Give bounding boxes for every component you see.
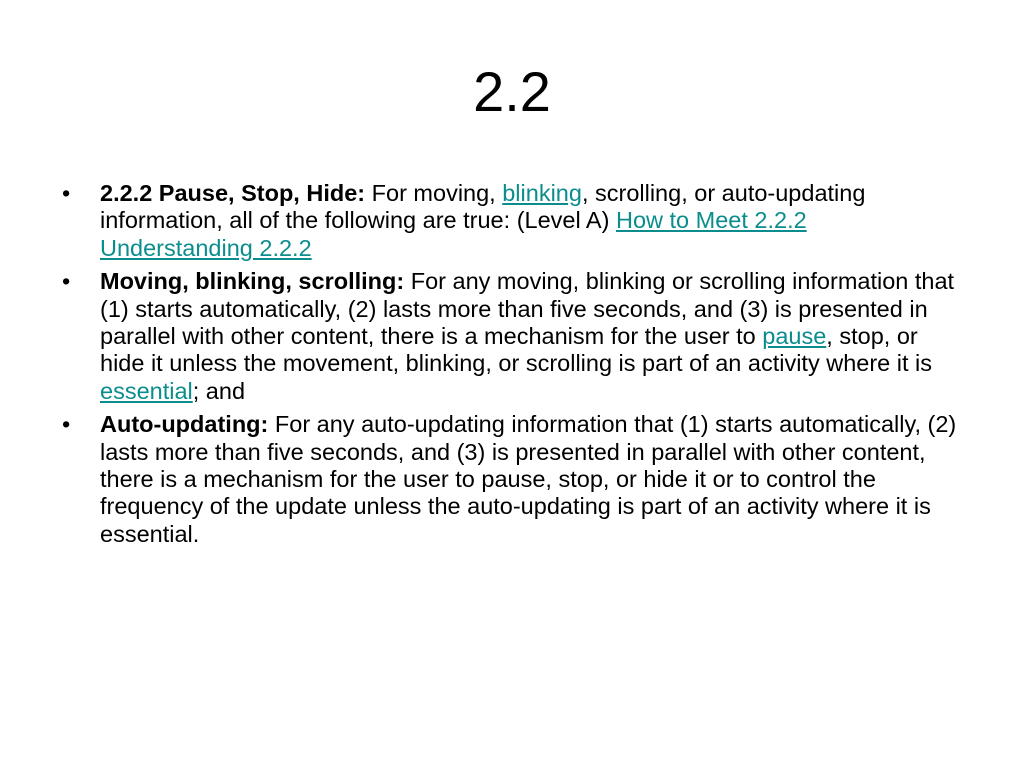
bullet-text: ; and <box>192 377 246 404</box>
bullet-lead: Moving, blinking, scrolling: <box>100 268 405 295</box>
essential-link[interactable]: essential <box>100 377 193 404</box>
bullet-icon: • <box>62 180 71 206</box>
bullet-item-pause-stop-hide <box>62 180 962 262</box>
bullet-text: , stop, or hide it unless the movement, blinking, or scrolling is part of an activity where it is <box>100 323 933 377</box>
slide-title: 2.2 <box>473 60 551 123</box>
bullet-text: For moving, <box>365 180 503 206</box>
how-to-meet-link[interactable]: How to Meet 2.2.2 <box>615 207 807 234</box>
bullet-item-moving-blinking-scrolling <box>62 268 962 405</box>
bullet-item-auto-updating <box>62 411 962 548</box>
bullet-lead: 2.2.2 Pause, Stop, Hide: <box>100 180 366 206</box>
understanding-link[interactable]: Understanding 2.2.2 <box>100 234 312 261</box>
blinking-link[interactable]: blinking <box>502 180 582 206</box>
bullet-text: For any moving, blinking or scrolling information that (1) starts automatically, (2) lasts more than five seconds, and (3) is presented in parallel with other content, there is a mechanism for the user to <box>100 268 955 350</box>
pause-link[interactable]: pause <box>762 323 827 350</box>
bullet-icon: • <box>62 268 71 295</box>
bullet-text: For any auto-updating information that (1) starts automatically, (2) lasts more than five seconds, and (3) is presented in parallel with other content, there is a mechanism for the user to pause, stop, or hide it or to control the frequency of the update unless the auto-updating is part of an activity where it is essential. <box>100 411 957 547</box>
bullet-list <box>62 180 962 554</box>
bullet-icon: • <box>62 411 71 438</box>
bullet-text: , scrolling, or auto-updating information, all of the following are true: (Level A) <box>100 180 866 234</box>
bullet-lead: Auto-updating: <box>100 411 269 438</box>
